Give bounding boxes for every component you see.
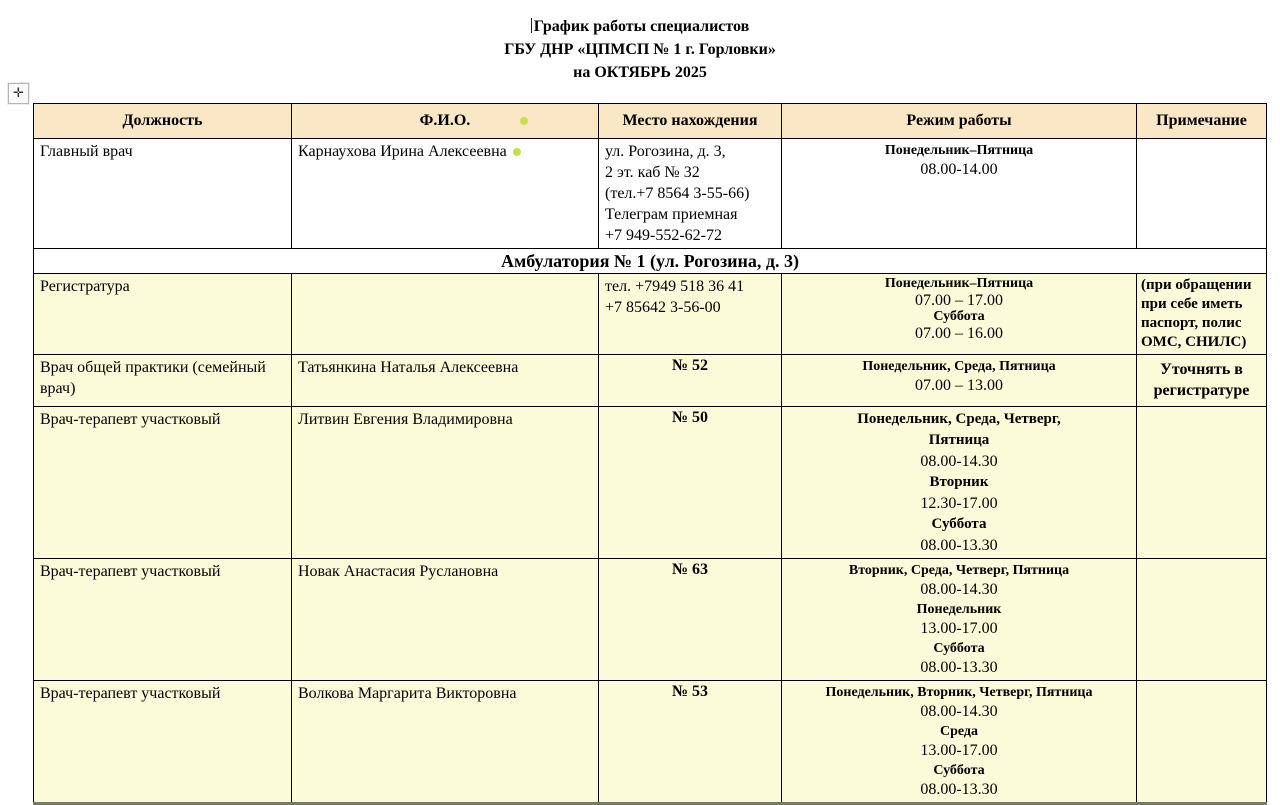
cell-fio[interactable]: Новак Анастасия Руслановна — [292, 559, 599, 681]
schedule-time: 13.00-17.00 — [920, 742, 998, 759]
cell-fio[interactable]: Литвин Евгения Владимировна — [292, 407, 599, 559]
highlight-dot-icon — [513, 148, 521, 156]
cell-fio[interactable] — [292, 139, 599, 249]
col-header-fio-label: Ф.И.О. — [419, 112, 471, 129]
col-header-fio[interactable] — [292, 104, 599, 139]
section-header-cell[interactable]: Амбулатория № 1 (ул. Рогозина, д. 3) — [34, 249, 1267, 274]
table-row-therapist-1 — [34, 407, 1267, 559]
schedule-time: 08.00-14.30 — [920, 581, 998, 598]
table-move-handle[interactable] — [8, 83, 29, 104]
cell-fio[interactable] — [292, 274, 599, 355]
schedule-time: 08.00-13.30 — [920, 781, 998, 798]
schedule-days: Вторник — [929, 474, 989, 490]
cell-position[interactable]: Врач-терапевт участковый — [34, 407, 292, 559]
cell-schedule[interactable] — [782, 681, 1137, 804]
schedule-time: 07.00 – 16.00 — [915, 325, 1003, 342]
fio-text: Карнаухова Ирина Алексеевна — [298, 143, 507, 160]
cell-schedule[interactable] — [782, 407, 1137, 559]
cell-position[interactable]: Врач-терапевт участковый — [34, 681, 292, 804]
schedule-time: 08.00-14.30 — [920, 703, 998, 720]
location-line: ул. Рогозина, д. 3, — [605, 143, 726, 160]
location-line: Телеграм приемная — [605, 206, 738, 223]
cell-schedule[interactable] — [782, 139, 1137, 249]
cell-position[interactable]: Главный врач — [34, 139, 292, 249]
cell-note[interactable]: (при обращении при себе иметь паспорт, полис ОМС, СНИЛС) — [1137, 274, 1267, 355]
location-line: тел. +7949 518 36 41 — [605, 278, 745, 295]
highlight-dot-icon — [520, 117, 528, 125]
title-line-1 — [0, 15, 1280, 38]
schedule-time: 08.00-14.30 — [920, 453, 998, 470]
schedule-time: 07.00 – 17.00 — [915, 292, 1003, 309]
header-row — [34, 104, 1267, 139]
schedule-days: Суббота — [933, 309, 985, 324]
schedule-days: Суббота — [933, 763, 985, 778]
schedule-time: 07.00 – 13.00 — [915, 377, 1003, 394]
table-row-registry — [34, 274, 1267, 355]
cell-note[interactable] — [1137, 681, 1267, 804]
schedule-days: Понедельник, Среда, Четверг, — [857, 411, 1061, 427]
title-line-2: ГБУ ДНР «ЦПМСП № 1 г. Горловки» — [504, 41, 776, 58]
cell-position[interactable]: Врач-терапевт участковый — [34, 559, 292, 681]
cell-note[interactable]: Уточнять в регистратуре — [1137, 355, 1267, 407]
cell-fio[interactable]: Татьянкина Наталья Алексеевна — [292, 355, 599, 407]
schedule-time: 08.00-13.30 — [920, 537, 998, 554]
schedule-table[interactable] — [33, 103, 1267, 805]
cell-cabinet[interactable]: № 52 — [599, 355, 782, 407]
schedule-days: Понедельник — [916, 602, 1002, 617]
document-title — [0, 15, 1280, 84]
cell-note[interactable] — [1137, 139, 1267, 249]
cell-cabinet[interactable]: № 53 — [599, 681, 782, 804]
move-cross-icon: ✛ — [13, 86, 24, 101]
schedule-days: Понедельник–Пятница — [884, 276, 1034, 291]
schedule-time: 12.30-17.00 — [920, 495, 998, 512]
title-text-1: График работы специалистов — [533, 18, 750, 35]
cell-schedule[interactable] — [782, 355, 1137, 407]
schedule-days: Понедельник, Вторник, Четверг, Пятница — [825, 685, 1093, 700]
section-header-row — [34, 249, 1267, 274]
cell-note[interactable] — [1137, 559, 1267, 681]
schedule-days: Понедельник–Пятница — [884, 143, 1034, 158]
location-line: 2 эт. каб № 32 — [605, 164, 700, 181]
schedule-days: Вторник, Среда, Четверг, Пятница — [848, 563, 1070, 578]
table-row-therapist-3 — [34, 681, 1267, 804]
schedule-time: 08.00-14.00 — [920, 161, 998, 178]
schedule-time: 08.00-13.30 — [920, 659, 998, 676]
cell-location[interactable] — [599, 139, 782, 249]
title-line-3: на ОКТЯБРЬ 2025 — [573, 64, 707, 81]
location-line: +7 949-552-62-72 — [605, 227, 723, 244]
cell-schedule[interactable] — [782, 274, 1137, 355]
cell-location[interactable] — [599, 274, 782, 355]
schedule-days: Пятница — [928, 432, 990, 448]
col-header-note[interactable]: Примечание — [1137, 104, 1267, 139]
col-header-location[interactable]: Место нахождения — [599, 104, 782, 139]
cell-fio[interactable]: Волкова Маргарита Викторовна — [292, 681, 599, 804]
col-header-schedule[interactable]: Режим работы — [782, 104, 1137, 139]
location-line: +7 85642 3-56-00 — [605, 299, 721, 316]
table-row-family-doctor — [34, 355, 1267, 407]
cell-cabinet[interactable]: № 63 — [599, 559, 782, 681]
schedule-days: Понедельник, Среда, Пятница — [862, 359, 1056, 374]
cell-cabinet[interactable]: № 50 — [599, 407, 782, 559]
table-row-therapist-2 — [34, 559, 1267, 681]
schedule-days: Среда — [939, 724, 978, 739]
cell-note[interactable] — [1137, 407, 1267, 559]
table-row-chief-doctor — [34, 139, 1267, 249]
schedule-time: 13.00-17.00 — [920, 620, 998, 637]
cell-position[interactable]: Регистратура — [34, 274, 292, 355]
schedule-days: Суббота — [931, 516, 987, 532]
location-line: (тел.+7 8564 3-55-66) — [605, 185, 750, 202]
schedule-days: Суббота — [933, 641, 985, 656]
cell-schedule[interactable] — [782, 559, 1137, 681]
cell-position[interactable]: Врач общей практики (семейный врач) — [34, 355, 292, 407]
text-caret — [531, 18, 532, 33]
col-header-position[interactable]: Должность — [34, 104, 292, 139]
